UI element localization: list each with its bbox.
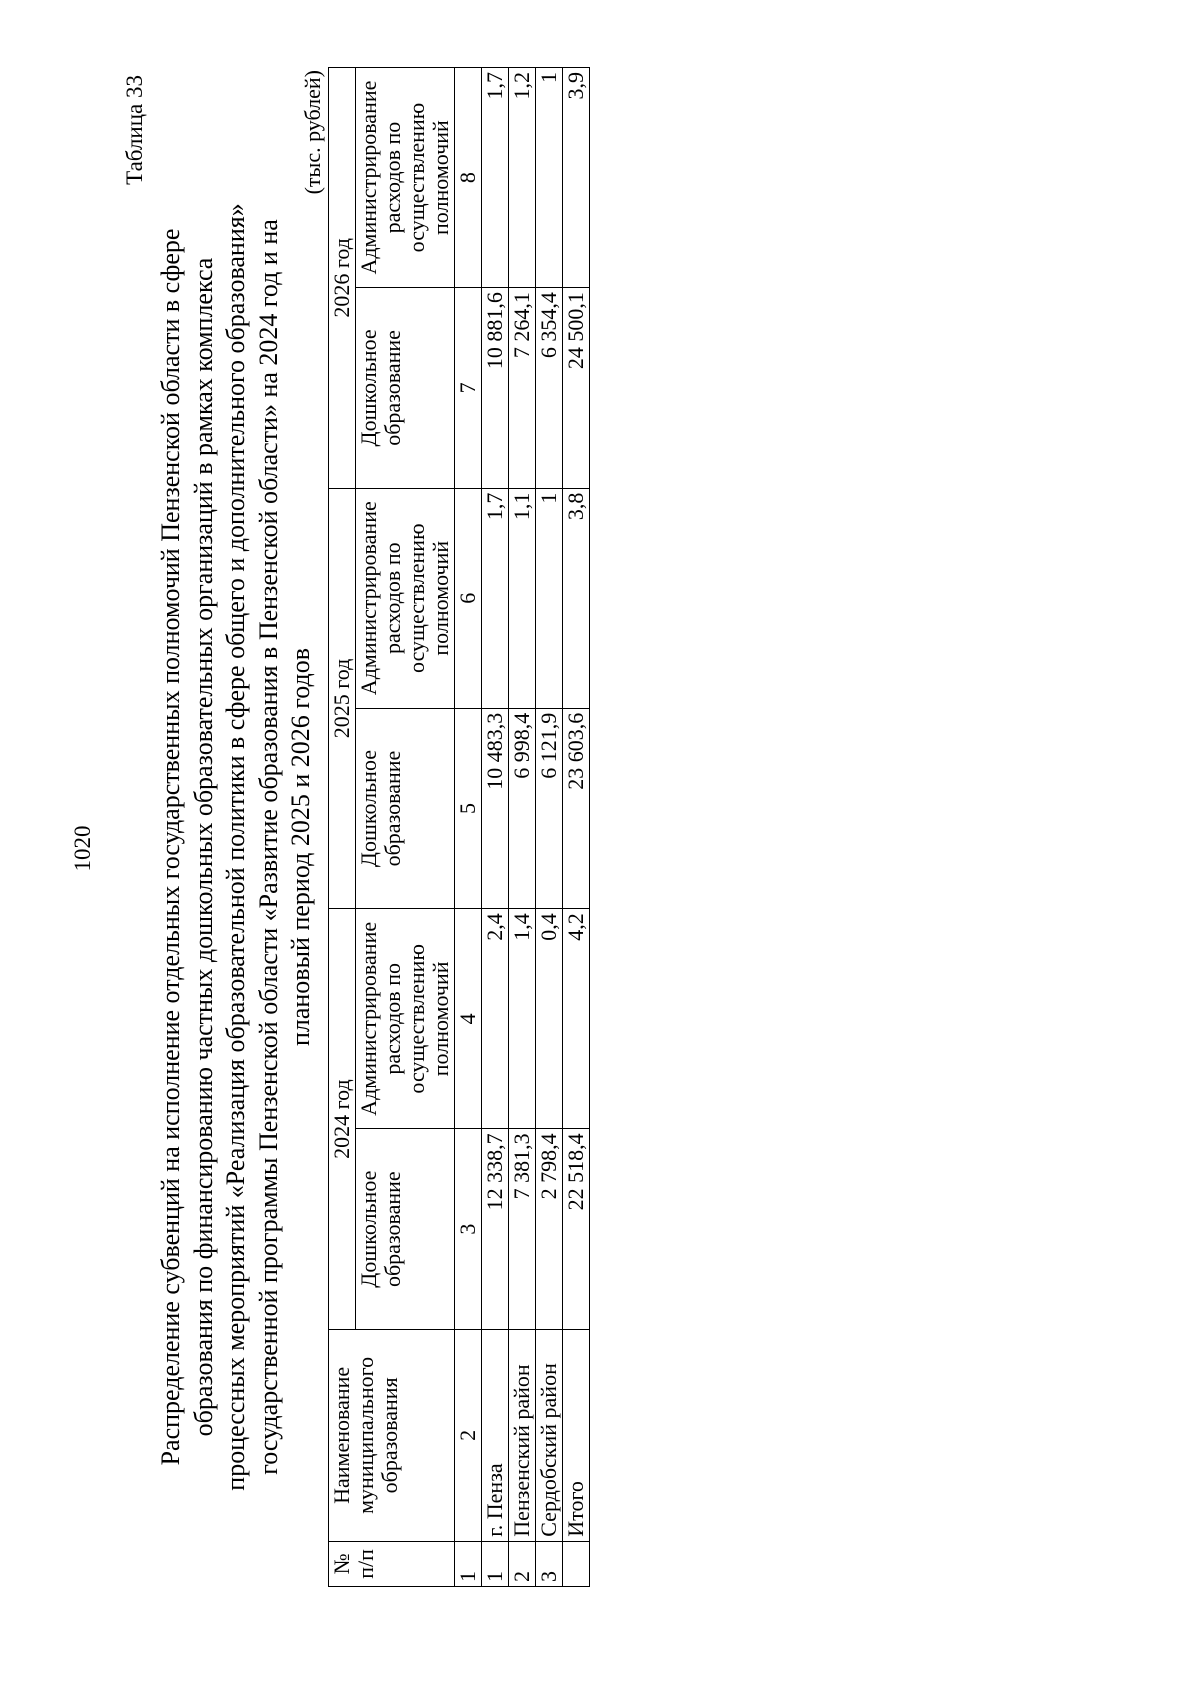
cell-preschool-2026: 10 881,6 [482,288,509,489]
column-index-row [455,68,482,1587]
cell-admin-2024: 0,4 [536,909,563,1129]
row-num: 1 [482,1541,509,1586]
header-year-2026: 2026 год [329,68,356,489]
cell-admin-2025: 1 [536,488,563,708]
cell-preschool-2024: 12 338,7 [482,1129,509,1330]
document-title [155,127,318,1567]
table-row [482,68,509,1587]
cell-preschool-2024: 7 381,3 [509,1129,536,1330]
header-municipality: Наименование муниципального образования [329,1329,455,1541]
header-num: № п/п [329,1541,455,1586]
title-line: образования по финансированию частных дошкольных образовательных организаций в рамках комплекса [188,257,218,1437]
header-year-2024: 2024 год [329,909,356,1330]
header-row-years [329,68,356,1587]
cell-admin-2026: 1 [536,68,563,288]
cell-admin-2025: 1,7 [482,488,509,708]
units-label: (тыс. рублей) [300,70,325,195]
total-row [563,68,590,1587]
column-index: 1 [455,1541,482,1586]
header-preschool-2024: Дошкольное образование [356,1129,455,1330]
cell-admin-2026: 1,2 [509,68,536,288]
cell-admin-2024: 1,4 [509,909,536,1129]
row-municipality: Пензенский район [509,1329,536,1541]
cell-admin-2024: 2,4 [482,909,509,1129]
column-index: 8 [455,68,482,288]
total-label: Итого [563,1329,590,1541]
cell-preschool-2026: 7 264,1 [509,288,536,489]
header-year-2025: 2025 год [329,488,356,909]
cell-preschool-2026: 6 354,4 [536,288,563,489]
table-label: Таблица 33 [122,75,147,185]
cell-preschool-2025: 6 998,4 [509,708,536,909]
cell-preschool-2025: 6 121,9 [536,708,563,909]
title-line: государственной программы Пензенской области «Развитие образования в Пензенской области» на 2024 год и на [253,219,283,1475]
cell-admin-2025: 1,1 [509,488,536,708]
table-row [536,68,563,1587]
table-row [509,68,536,1587]
total-preschool-2025: 23 603,6 [563,708,590,909]
row-num: 3 [536,1541,563,1586]
column-index: 5 [455,708,482,909]
column-index: 7 [455,288,482,489]
header-admin-2026: Администрирование расходов по осуществлению полномочий [356,68,455,288]
total-admin-2024: 4,2 [563,909,590,1129]
total-preschool-2026: 24 500,1 [563,288,590,489]
column-index: 6 [455,488,482,708]
cell-admin-2026: 1,7 [482,68,509,288]
title-line: процессных мероприятий «Реализация образовательной политики в сфере общего и дополнительного образования» [221,203,250,1491]
total-admin-2025: 3,8 [563,488,590,708]
header-preschool-2025: Дошкольное образование [356,708,455,909]
cell-preschool-2025: 10 483,3 [482,708,509,909]
title-line: плановый период 2025 и 2026 годов [286,647,315,1047]
cell-preschool-2024: 2 798,4 [536,1129,563,1330]
total-admin-2026: 3,9 [563,68,590,288]
header-preschool-2026: Дошкольное образование [356,288,455,489]
column-index: 2 [455,1329,482,1541]
total-num-cell [563,1541,590,1586]
column-index: 3 [455,1129,482,1330]
row-municipality: г. Пенза [482,1329,509,1541]
column-index: 4 [455,909,482,1129]
page-number: 1020 [70,825,95,872]
row-num: 2 [509,1541,536,1586]
header-admin-2025: Администрирование расходов по осуществлению полномочий [356,488,455,708]
row-municipality: Сердобский район [536,1329,563,1541]
header-admin-2024: Администрирование расходов по осуществлению полномочий [356,909,455,1129]
subventions-table [328,67,590,1587]
title-line: Распределение субвенций на исполнение отдельных государственных полномочий Пензенской области в сфере [156,228,185,1466]
total-preschool-2024: 22 518,4 [563,1129,590,1330]
